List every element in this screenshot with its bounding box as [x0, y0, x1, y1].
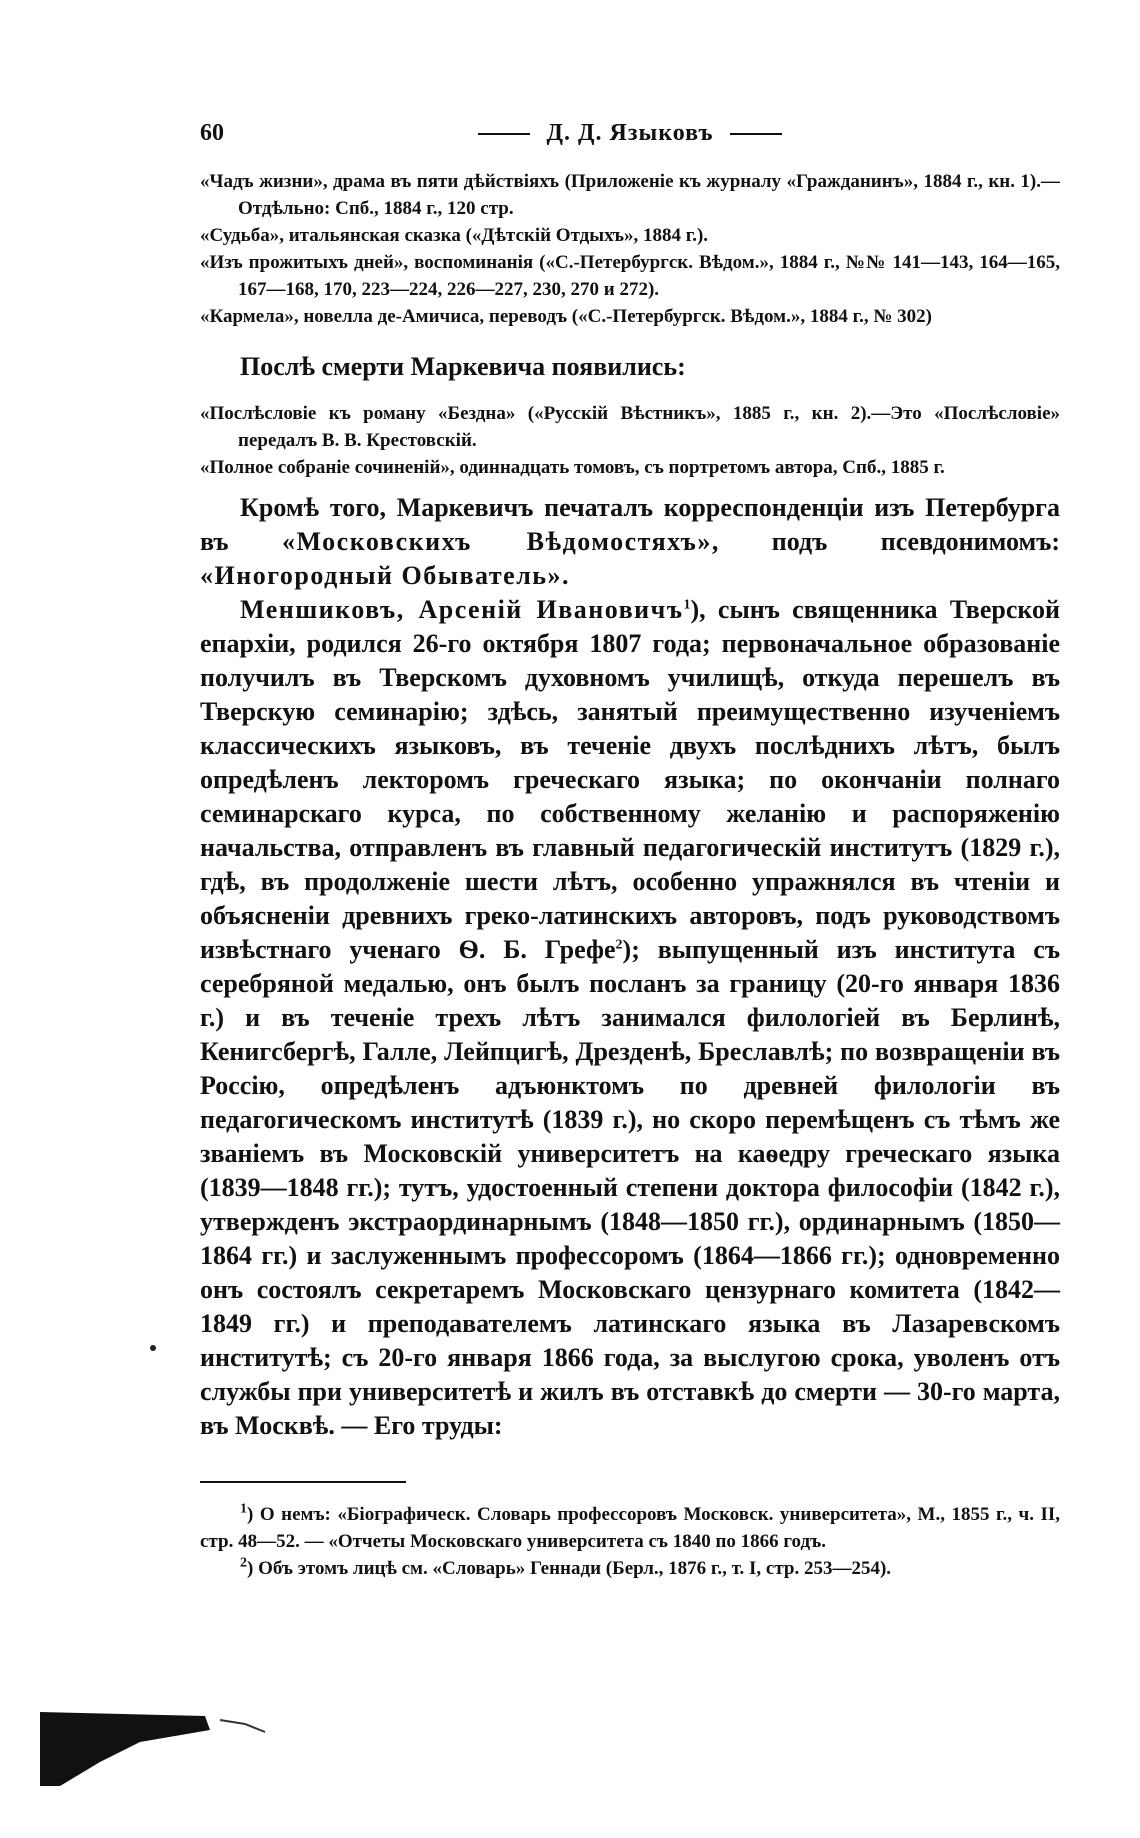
- scan-edge-artifact: [40, 1712, 280, 1786]
- paragraph-text: .: [562, 561, 569, 590]
- works-list-item: «Изъ прожитыхъ дней», воспоминанія («С.-Петербургск. Вѣдом.», 1884 г., №№ 141—143, 164—165, 167—168, 170, 223—224, 226—227, 230, 270 и 272).: [200, 252, 1060, 300]
- paragraph-text: Кромѣ того, Маркевичъ печаталъ корреспонденціи изъ Петербурга въ: [200, 493, 1060, 556]
- running-header: [200, 120, 1060, 156]
- footnote-text: ) Объ этомъ лицѣ см. «Словарь» Геннади (Берл., 1876 г., т. I, стр. 253—254).: [247, 1558, 892, 1579]
- footnote-1: [200, 1501, 1060, 1555]
- scan-speck: [150, 1345, 156, 1351]
- scan-artifact-shape: [40, 1712, 210, 1786]
- works-list-item: «Кармела», новелла де-Амичиса, переводъ («С.-Петербургск. Вѣдом.», 1884 г., № 302): [200, 306, 932, 327]
- paragraph-text: ); выпущенный изъ института съ серебряной медалью, онъ былъ посланъ за границу (20-го января 1836 г.) и въ теченіе трехъ лѣтъ занимался филологіей въ Берлинѣ, Кенигсбергѣ, Галле, Лейпцигѣ, Дрезденѣ, Бреславлѣ; по возвращеніи въ Россію, опредѣленъ адъюнктомъ по древней филологіи въ педагогическомъ институтѣ (1839 г.), но скоро перемѣщенъ съ тѣмъ же званіемъ въ Московскій университетъ на каѳедру греческаго языка (1839—1848 гг.); тутъ, удостоенный степени доктора философіи (1842 г.), утвержденъ экстраординарнымъ (1848—1850 гг.), ординарнымъ (1850—1864 гг.) и заслуженнымъ профессоромъ (1864—1866 гг.); одновременно онъ состоялъ секретаремъ Московскаго цензурнаго комитета (1842—1849 гг.) и преподавателемъ латинскаго языка въ Лазаревскомъ институтѣ; съ 20-го января 1866 года, за выслугою срока, уволенъ отъ службы при университетѣ и жилъ въ отставкѣ до смерти — 30-го марта, въ Москвѣ. — Его труды:: [200, 935, 1061, 1440]
- newspaper-title: «Московскихъ Вѣдомостяхъ»: [281, 527, 712, 556]
- posthumous-list-item: «Послѣсловіе къ роману «Бездна» («Русскій Вѣстникъ», 1885 г., кн. 2).—Это «Послѣсловіе» передалъ В. В. Крестовскій.: [200, 403, 1060, 451]
- paragraph-biography: [200, 593, 1060, 1443]
- footnote-separator: [200, 1481, 406, 1483]
- entry-name: Меншиковъ, Арсеній Ивановичъ: [240, 595, 684, 624]
- section-subheading: Послѣ смерти Маркевича появились:: [240, 352, 686, 381]
- page-number: 60: [200, 120, 224, 146]
- footnote-ref-1[interactable]: 1: [683, 597, 691, 613]
- footnote-text: ) О немъ: «Біографическ. Словарь профессоровъ Московск. университета», М., 1855 г., ч. II, стр. 48—52. — «Отчеты Московскаго университета съ 1840 по 1866 годъ.: [200, 1504, 1060, 1552]
- footnote-ref-2[interactable]: 2: [615, 937, 623, 953]
- paragraph-text: ), сынъ священника Тверской епархіи, родился 26-го октября 1807 года; первоначальное образованіе получилъ въ Тверскомъ духовномъ училищѣ, откуда перешелъ въ Тверскую семинарію; здѣсь, занятый преимущественно изученіемъ классическихъ языковъ, въ теченіе двухъ послѣднихъ лѣтъ, былъ опредѣленъ лекторомъ греческаго языка; по окончаніи полнаго семинарскаго курса, по собственному желанію и распоряженію начальства, отправленъ въ главный педагогическій институтъ (1829 г.), гдѣ, въ продолженіе шести лѣтъ, особенно упражнялся въ чтеніи и объясненіи древнихъ греко-латинскихъ авторовъ, подъ руководствомъ извѣстнаго ученаго Ѳ. Б. Грефе: [200, 595, 1060, 964]
- works-list-item: «Судьба», итальянская сказка («Дѣтскій Отдыхъ», 1884 г.).: [200, 225, 709, 246]
- footnote-marker: 2: [240, 1555, 247, 1571]
- posthumous-list-item: «Полное собраніе сочиненій», одиннадцать томовъ, съ портретомъ автора, Спб., 1885 г.: [200, 457, 945, 478]
- paragraph-text: , подъ псевдонимомъ:: [711, 527, 1061, 556]
- works-list: [200, 168, 1060, 330]
- header-title-text: Д. Д. Языковъ: [546, 120, 714, 146]
- main-text: [200, 491, 1060, 1443]
- footnotes: [200, 1501, 1060, 1582]
- works-list-item: «Чадъ жизни», драма въ пяти дѣйствіяхъ (Приложеніе къ журналу «Гражданинъ», 1884 г., кн. 1).—Отдѣльно: Спб., 1884 г., 120 стр.: [200, 171, 1060, 219]
- posthumous-works-list: [200, 400, 1060, 481]
- pseudonym: «Иногородный Обыватель»: [200, 561, 563, 590]
- scan-artifact-stroke: [220, 1720, 265, 1732]
- paragraph-correspondence: [200, 491, 1060, 593]
- footnote-2: [200, 1555, 1060, 1582]
- header-title: [200, 120, 1060, 147]
- book-page: [200, 120, 1060, 1582]
- footnote-marker: 1: [240, 1501, 247, 1517]
